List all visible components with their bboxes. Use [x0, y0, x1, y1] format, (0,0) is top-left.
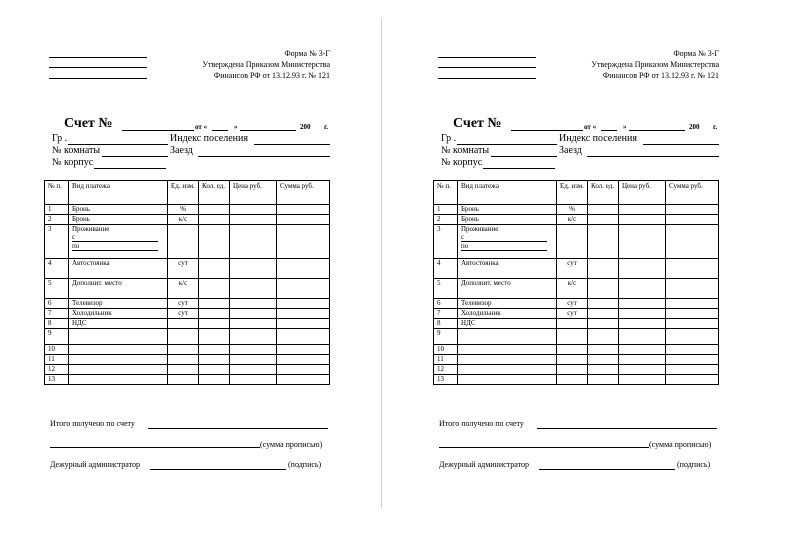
row-unit — [557, 355, 588, 365]
row-number: 3 — [434, 225, 458, 259]
total-label: Итого получено по счету — [50, 419, 135, 428]
row-unit — [168, 365, 199, 375]
row-quantity-cell[interactable] — [588, 225, 619, 259]
col-payment-type: Вид платежа — [69, 181, 168, 205]
row-number: 7 — [434, 309, 458, 319]
table-row — [45, 279, 330, 299]
col-price: Цена руб. — [619, 181, 666, 205]
payment-table — [44, 180, 330, 385]
row-unit: сут — [168, 259, 199, 279]
row-quantity-cell[interactable] — [199, 259, 230, 279]
row-sum-cell[interactable] — [277, 309, 330, 319]
form-number: Форма № 3-Г — [284, 49, 330, 58]
row-unit: к/с — [168, 215, 199, 225]
row-payment-type: Холодильник — [458, 309, 557, 319]
table-row — [434, 329, 719, 345]
room-label: № комнаты — [441, 145, 490, 156]
row-unit: к/с — [168, 279, 199, 299]
row-unit: сут — [557, 259, 588, 279]
row-unit — [557, 225, 588, 259]
row-number: 1 — [45, 205, 69, 215]
year-label: 200 — [689, 123, 700, 131]
row-price-cell[interactable] — [619, 299, 666, 309]
date-from-label: от « — [584, 123, 597, 131]
month-line[interactable] — [629, 130, 685, 131]
row-unit: сут — [557, 309, 588, 319]
stay-label: Проживание — [461, 225, 499, 233]
form-header — [591, 48, 719, 81]
row-price-cell[interactable] — [619, 259, 666, 279]
day-line[interactable] — [601, 130, 617, 131]
row-price-cell[interactable] — [230, 205, 277, 215]
date-quote-close: » — [623, 123, 627, 131]
org-line — [49, 67, 147, 68]
row-payment-type: Бронь — [458, 205, 557, 215]
row-price-cell[interactable] — [230, 355, 277, 365]
row-number: 10 — [434, 345, 458, 355]
row-quantity-cell[interactable] — [588, 365, 619, 375]
row-payment-type: Автостоянка — [69, 259, 168, 279]
row-sum-cell[interactable] — [666, 355, 719, 365]
row-number: 13 — [434, 375, 458, 385]
approval-line-1: Утверждена Приказом Министерства — [591, 60, 719, 69]
month-line[interactable] — [240, 130, 296, 131]
table-header-row — [45, 181, 330, 205]
invoice-title-row — [453, 118, 733, 134]
row-payment-type: Холодильник — [69, 309, 168, 319]
row-price-cell[interactable] — [230, 329, 277, 345]
row-payment-type — [69, 329, 168, 345]
approval-line-2: Финансов РФ от 13.12.93 г. № 121 — [213, 71, 330, 80]
stay-to-line[interactable]: по — [461, 242, 547, 251]
row-sum-cell[interactable] — [277, 225, 330, 259]
row-unit — [168, 355, 199, 365]
row-sum-cell[interactable] — [666, 259, 719, 279]
row-number: 9 — [434, 329, 458, 345]
row-price-cell[interactable] — [230, 299, 277, 309]
row-sum-cell[interactable] — [277, 365, 330, 375]
signature-label: (подпись) — [288, 460, 322, 469]
table-row — [45, 259, 330, 279]
row-price-cell[interactable] — [230, 309, 277, 319]
row-unit — [168, 345, 199, 355]
table-row — [434, 345, 719, 355]
row-payment-type — [69, 355, 168, 365]
row-unit — [168, 329, 199, 345]
row-payment-type — [458, 365, 557, 375]
row-quantity-cell[interactable] — [588, 329, 619, 345]
row-payment-type: НДС — [458, 319, 557, 329]
col-payment-type: Вид платежа — [458, 181, 557, 205]
row-number: 4 — [434, 259, 458, 279]
row-quantity-cell[interactable] — [199, 365, 230, 375]
payment-table — [433, 180, 719, 385]
settle-index-label: Индекс поселения — [170, 133, 248, 144]
row-payment-type — [69, 365, 168, 375]
row-quantity-cell[interactable] — [588, 355, 619, 365]
admin-signature-line[interactable] — [150, 469, 286, 470]
col-quantity: Кол. ед. — [588, 181, 619, 205]
row-price-cell[interactable] — [619, 345, 666, 355]
year-suffix: г. — [324, 123, 329, 131]
col-sum: Сумма руб. — [666, 181, 719, 205]
row-payment-type: Телевизор — [458, 299, 557, 309]
row-sum-cell[interactable] — [277, 215, 330, 225]
year-suffix: г. — [713, 123, 718, 131]
table-row — [45, 205, 330, 215]
table-row — [45, 355, 330, 365]
row-quantity-cell[interactable] — [199, 215, 230, 225]
table-row — [434, 299, 719, 309]
amount-words-line[interactable] — [439, 447, 649, 448]
row-sum-cell[interactable] — [666, 215, 719, 225]
invoice-number-line[interactable] — [122, 130, 194, 131]
row-number: 8 — [434, 319, 458, 329]
table-row — [434, 355, 719, 365]
org-line — [438, 67, 536, 68]
row-payment-type: Бронь — [69, 205, 168, 215]
col-number: № п. — [434, 181, 458, 205]
row-sum-cell[interactable] — [666, 329, 719, 345]
date-from-label: от « — [195, 123, 208, 131]
row-number: 3 — [45, 225, 69, 259]
row-quantity-cell[interactable] — [588, 319, 619, 329]
row-payment-type: НДС — [69, 319, 168, 329]
row-payment-type — [458, 225, 557, 259]
col-unit: Ед. изм. — [557, 181, 588, 205]
row-payment-type: Телевизор — [69, 299, 168, 309]
row-price-cell[interactable] — [619, 225, 666, 259]
building-label: № корпус — [52, 157, 94, 168]
row-number: 2 — [434, 215, 458, 225]
col-quantity: Кол. ед. — [199, 181, 230, 205]
form-number: Форма № 3-Г — [673, 49, 719, 58]
approval-line-2: Финансов РФ от 13.12.93 г. № 121 — [602, 71, 719, 80]
row-payment-type — [458, 345, 557, 355]
check-in-label: Заезд — [170, 145, 193, 156]
row-quantity-cell[interactable] — [199, 309, 230, 319]
invoice-title-row — [64, 118, 344, 134]
form-header — [202, 48, 330, 81]
row-sum-cell[interactable] — [277, 329, 330, 345]
settle-index-label: Индекс поселения — [559, 133, 637, 144]
check-in-line[interactable] — [587, 156, 719, 157]
row-price-cell[interactable] — [619, 329, 666, 345]
total-line[interactable] — [148, 428, 328, 429]
row-quantity-cell[interactable] — [199, 205, 230, 215]
row-sum-cell[interactable] — [277, 259, 330, 279]
table-row — [45, 345, 330, 355]
row-quantity-cell[interactable] — [199, 225, 230, 259]
org-line — [438, 57, 536, 58]
row-price-cell[interactable] — [230, 225, 277, 259]
row-quantity-cell[interactable] — [588, 345, 619, 355]
row-quantity-cell[interactable] — [199, 375, 230, 385]
row-quantity-cell[interactable] — [199, 299, 230, 309]
room-line[interactable] — [102, 156, 168, 157]
table-row — [434, 365, 719, 375]
row-sum-cell[interactable] — [277, 299, 330, 309]
row-unit — [557, 329, 588, 345]
year-label: 200 — [300, 123, 311, 131]
table-row — [434, 225, 719, 259]
day-line[interactable] — [212, 130, 228, 131]
row-unit: сут — [168, 309, 199, 319]
row-price-cell[interactable] — [230, 345, 277, 355]
row-quantity-cell[interactable] — [199, 329, 230, 345]
table-row — [45, 365, 330, 375]
row-number: 7 — [45, 309, 69, 319]
row-payment-type — [69, 375, 168, 385]
row-payment-type — [69, 345, 168, 355]
row-unit — [557, 375, 588, 385]
table-row — [434, 279, 719, 299]
row-sum-cell[interactable] — [277, 279, 330, 299]
row-price-cell[interactable] — [619, 279, 666, 299]
row-number: 10 — [45, 345, 69, 355]
row-sum-cell[interactable] — [277, 319, 330, 329]
stay-from-line[interactable]: с — [461, 233, 547, 242]
row-sum-cell[interactable] — [666, 279, 719, 299]
row-price-cell[interactable] — [619, 319, 666, 329]
table-row — [45, 309, 330, 319]
row-number: 11 — [434, 355, 458, 365]
room-label: № комнаты — [52, 145, 101, 156]
total-line[interactable] — [537, 428, 717, 429]
row-quantity-cell[interactable] — [199, 355, 230, 365]
row-price-cell[interactable] — [619, 365, 666, 375]
admin-label: Дежурный администратор — [50, 460, 140, 469]
amount-words-label: (сумма прописью) — [649, 440, 712, 449]
building-label: № корпус — [441, 157, 483, 168]
amount-words-label: (сумма прописью) — [260, 440, 323, 449]
col-price: Цена руб. — [230, 181, 277, 205]
org-line — [438, 78, 536, 79]
row-price-cell[interactable] — [230, 279, 277, 299]
settle-index-line[interactable] — [643, 144, 719, 145]
row-number: 6 — [45, 299, 69, 309]
check-in-label: Заезд — [559, 145, 582, 156]
building-line[interactable] — [94, 168, 166, 169]
row-unit — [557, 319, 588, 329]
row-sum-cell[interactable] — [666, 299, 719, 309]
table-row — [45, 225, 330, 259]
row-quantity-cell[interactable] — [588, 259, 619, 279]
row-unit — [168, 225, 199, 259]
org-line — [49, 57, 147, 58]
row-price-cell[interactable] — [619, 309, 666, 319]
row-number: 12 — [45, 365, 69, 375]
row-price-cell[interactable] — [230, 365, 277, 375]
table-row — [45, 299, 330, 309]
invoice-form-left — [44, 0, 344, 554]
row-unit: сут — [168, 299, 199, 309]
row-number: 9 — [45, 329, 69, 345]
row-number: 11 — [45, 355, 69, 365]
check-in-line[interactable] — [198, 156, 330, 157]
row-sum-cell[interactable] — [277, 205, 330, 215]
col-number: № п. — [45, 181, 69, 205]
building-line[interactable] — [483, 168, 555, 169]
org-line — [49, 78, 147, 79]
settle-index-line[interactable] — [254, 144, 330, 145]
invoice-number-line[interactable] — [511, 130, 583, 131]
row-payment-type: Автостоянка — [458, 259, 557, 279]
row-payment-type: Дополнит. место — [69, 279, 168, 299]
col-unit: Ед. изм. — [168, 181, 199, 205]
admin-signature-line[interactable] — [539, 469, 675, 470]
approval-line-1: Утверждена Приказом Министерства — [202, 60, 330, 69]
row-price-cell[interactable] — [230, 375, 277, 385]
table-row — [45, 319, 330, 329]
invoice-title: Счет № — [453, 116, 502, 131]
row-number: 13 — [45, 375, 69, 385]
row-payment-type: Бронь — [458, 215, 557, 225]
row-unit: % — [168, 205, 199, 215]
row-payment-type: Дополнит. место — [458, 279, 557, 299]
row-price-cell[interactable] — [619, 215, 666, 225]
row-sum-cell[interactable] — [666, 205, 719, 215]
table-row — [45, 215, 330, 225]
row-unit: к/с — [557, 215, 588, 225]
stay-label: Проживание — [72, 225, 110, 233]
stay-to-line[interactable]: по — [72, 242, 158, 251]
table-header-row — [434, 181, 719, 205]
table-row — [434, 215, 719, 225]
row-quantity-cell[interactable] — [199, 345, 230, 355]
stay-from-line[interactable]: с — [72, 233, 158, 242]
row-unit: % — [557, 205, 588, 215]
row-payment-type — [69, 225, 168, 259]
row-sum-cell[interactable] — [666, 319, 719, 329]
col-sum: Сумма руб. — [277, 181, 330, 205]
row-number: 5 — [45, 279, 69, 299]
row-unit — [168, 375, 199, 385]
row-price-cell[interactable] — [619, 355, 666, 365]
amount-words-line[interactable] — [50, 447, 260, 448]
row-number: 12 — [434, 365, 458, 375]
row-unit — [557, 345, 588, 355]
row-number: 2 — [45, 215, 69, 225]
table-row — [434, 375, 719, 385]
row-quantity-cell[interactable] — [588, 279, 619, 299]
row-payment-type — [458, 329, 557, 345]
row-number: 1 — [434, 205, 458, 215]
invoice-title: Счет № — [64, 116, 113, 131]
table-row — [45, 329, 330, 345]
row-quantity-cell[interactable] — [588, 299, 619, 309]
row-unit: сут — [557, 299, 588, 309]
row-price-cell[interactable] — [230, 259, 277, 279]
row-sum-cell[interactable] — [277, 345, 330, 355]
row-sum-cell[interactable] — [666, 345, 719, 355]
room-line[interactable] — [491, 156, 557, 157]
invoice-form-right — [433, 0, 733, 554]
table-row — [434, 205, 719, 215]
row-price-cell[interactable] — [230, 215, 277, 225]
row-quantity-cell[interactable] — [199, 319, 230, 329]
table-row — [45, 375, 330, 385]
row-price-cell[interactable] — [230, 319, 277, 329]
admin-label: Дежурный администратор — [439, 460, 529, 469]
row-unit — [168, 319, 199, 329]
table-row — [434, 309, 719, 319]
row-quantity-cell[interactable] — [199, 279, 230, 299]
row-quantity-cell[interactable] — [588, 215, 619, 225]
signature-label: (подпись) — [677, 460, 711, 469]
row-sum-cell[interactable] — [666, 375, 719, 385]
row-quantity-cell[interactable] — [588, 205, 619, 215]
page-divider — [381, 18, 382, 508]
row-number: 5 — [434, 279, 458, 299]
row-payment-type: Бронь — [69, 215, 168, 225]
row-unit: к/с — [557, 279, 588, 299]
total-label: Итого получено по счету — [439, 419, 524, 428]
row-quantity-cell[interactable] — [588, 309, 619, 319]
row-number: 8 — [45, 319, 69, 329]
row-sum-cell[interactable] — [666, 225, 719, 259]
table-row — [434, 259, 719, 279]
row-number: 6 — [434, 299, 458, 309]
row-sum-cell[interactable] — [277, 375, 330, 385]
citizen-label: Гр . — [441, 133, 457, 144]
row-price-cell[interactable] — [619, 205, 666, 215]
row-payment-type — [458, 375, 557, 385]
row-price-cell[interactable] — [619, 375, 666, 385]
date-quote-close: » — [234, 123, 238, 131]
row-quantity-cell[interactable] — [588, 375, 619, 385]
citizen-label: Гр . — [52, 133, 68, 144]
row-unit — [557, 365, 588, 375]
row-sum-cell[interactable] — [666, 365, 719, 375]
row-number: 4 — [45, 259, 69, 279]
table-row — [434, 319, 719, 329]
row-sum-cell[interactable] — [666, 309, 719, 319]
row-sum-cell[interactable] — [277, 355, 330, 365]
row-payment-type — [458, 355, 557, 365]
